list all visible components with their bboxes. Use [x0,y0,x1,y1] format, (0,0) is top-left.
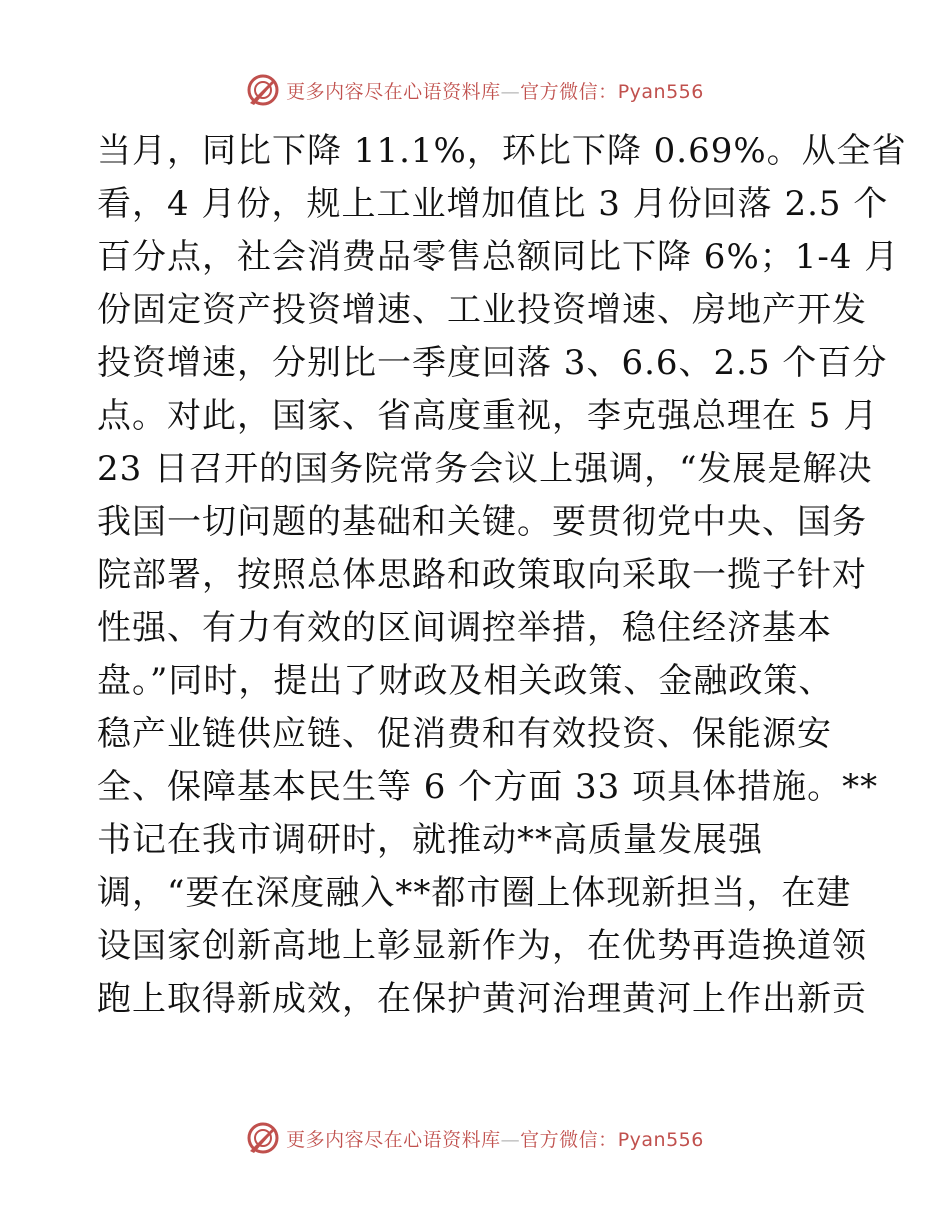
text-line: 院部署，按照总体思路和政策取向采取一揽子针对 [97,555,867,595]
text-line: 书记在我市调研时，就推动**高质量发展强 [97,820,763,860]
header-separator: — [500,80,521,103]
header-wechat-label: 官方微信： [520,80,618,103]
footer-separator: — [500,1128,521,1151]
text-line: 百分点，社会消费品零售总额同比下降 6%；1-4 月 [97,237,900,277]
text-line: 我国一切问题的基础和关键。要贯彻党中央、国务 [97,502,867,542]
footer-wechat-label: 官方微信： [520,1128,618,1151]
footer-banner-text [286,1125,704,1152]
text-line: 调，“要在深度融入**都市圈上体现新担当，在建 [97,873,852,913]
text-line: 全、保障基本民生等 6 个方面 33 项具体措施。** [97,767,879,807]
text-line: 当月，同比下降 11.1%，环比下降 0.69%。从全省 [97,131,907,171]
header-promo-text: 更多内容尽在心语资料库 [286,80,501,103]
document-body [97,125,907,1026]
header-banner-text [286,77,704,104]
text-line: 跑上取得新成效，在保护黄河治理黄河上作出新贡 [97,979,867,1019]
text-line: 23 日召开的国务院常务会议上强调，“发展是解决 [97,449,873,489]
text-line: 稳产业链供应链、促消费和有效投资、保能源安 [97,714,832,754]
text-line: 盘。”同时，提出了财政及相关政策、金融政策、 [97,661,834,701]
text-line: 点。对此，国家、省高度重视，李克强总理在 5 月 [97,396,879,436]
text-line: 看，4 月份，规上工业增加值比 3 月份回落 2.5 个 [97,184,889,224]
text-line: 设国家创新高地上彰显新作为，在优势再造换道领 [97,926,867,966]
footer-promo-text: 更多内容尽在心语资料库 [286,1128,501,1151]
footer-wechat-id: Pyan556 [617,1128,704,1151]
header-wechat-id: Pyan556 [617,80,704,103]
header-banner [0,70,950,110]
text-line: 份固定资产投资增速、工业投资增速、房地产开发 [97,290,867,330]
brand-logo-icon [246,73,280,107]
text-line: 性强、有力有效的区间调控举措，稳住经济基本 [97,608,832,648]
footer-banner [0,1118,950,1158]
text-line: 投资增速，分别比一季度回落 3、6.6、2.5 个百分 [97,343,888,383]
brand-logo-icon [246,1121,280,1155]
